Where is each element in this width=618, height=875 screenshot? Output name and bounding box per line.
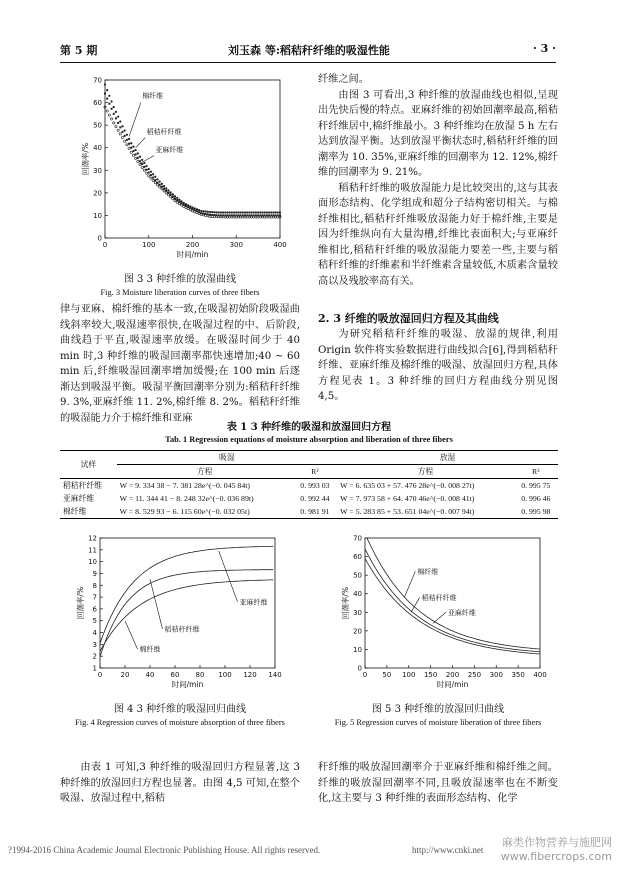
col-sample: 试样: [60, 451, 117, 479]
col-equation: 方程: [337, 465, 514, 479]
data-point: [257, 211, 259, 213]
table-row: [60, 492, 558, 505]
data-point: [130, 142, 132, 144]
row-name: 亚麻纤维: [63, 494, 95, 503]
data-point: [165, 192, 167, 194]
series-label: 棉纤维: [139, 645, 161, 654]
data-point: [108, 103, 110, 105]
data-point: [106, 98, 108, 100]
watermark-cn: 麻类作物营养与施肥网: [502, 836, 612, 849]
y-tick-label: 10: [88, 558, 97, 567]
data-point: [119, 126, 121, 128]
data-point: [115, 125, 117, 127]
data-point: [202, 210, 204, 212]
data-point: [152, 173, 154, 175]
x-tick-label: 150: [423, 671, 438, 679]
y-tick-label: 8: [92, 581, 97, 590]
data-point: [224, 211, 226, 213]
data-point: [145, 172, 147, 174]
issue-number: 第 5 期: [60, 44, 98, 57]
data-point: [126, 144, 128, 146]
series-label: 亚麻纤维: [239, 598, 268, 607]
data-point: [139, 164, 141, 166]
data-point: [163, 188, 165, 190]
data-point: [108, 114, 110, 116]
x-tick-label: 140: [268, 671, 282, 679]
data-point: [119, 133, 121, 135]
data-point: [159, 184, 161, 186]
data-point: [121, 125, 123, 127]
x-tick-label: 300: [229, 241, 243, 249]
lib-equation: W = 7. 973 58 + 64. 470 46e^(−0. 008 41t): [340, 494, 475, 503]
data-point: [266, 211, 268, 213]
figure-4-caption-cn: 图 4 3 种纤维的吸湿回归曲线: [113, 704, 247, 715]
data-point: [189, 209, 191, 211]
data-point: [244, 211, 246, 213]
data-point: [145, 165, 147, 167]
x-tick-label: 100: [218, 671, 232, 679]
data-point: [246, 211, 248, 213]
y-axis-label: 回潮率/%: [81, 142, 90, 176]
data-point: [117, 122, 119, 124]
data-point: [141, 163, 143, 165]
data-point: [137, 160, 139, 162]
data-point: [167, 189, 169, 191]
data-point: [157, 182, 159, 184]
y-tick-label: 0: [357, 664, 362, 673]
figure-3-caption-en: Fig. 3 Moisture liberation curves of three fibers: [100, 288, 260, 297]
data-point: [152, 177, 154, 179]
figure-4-caption-en: Fig. 4 Regression curves of moisture absorption of three fibers: [75, 718, 285, 727]
lib-r2: 0. 995 98: [514, 505, 558, 519]
figure-3-caption-cn: 图 3 3 种纤维的放湿曲线: [123, 274, 237, 285]
data-point: [163, 185, 165, 187]
y-axis-label: 回潮率/%: [76, 586, 85, 620]
data-point: [176, 197, 178, 199]
paragraph: 由图 3 可看出,3 种纤维的放湿曲线也相似,呈现出先快后慢的特点。亚麻纤维的初始回潮率最高,稻秸秆纤维居中,棉纤维最小。3 种纤维均在放湿 5 h 左右达到放湿平衡。达到放湿平衡状态时,稻秸秆纤维的回潮率为 10. 35%,亚麻纤维的回潮率为 12. 12%,棉纤维的回潮率为 9. 21%。: [318, 89, 558, 178]
data-point: [132, 154, 134, 156]
abs-r2: 0. 993 03: [300, 481, 330, 490]
data-point: [128, 143, 130, 145]
series-label: 棉纤维: [417, 567, 439, 576]
data-point: [104, 83, 106, 85]
label-leader: [150, 579, 163, 629]
data-point: [128, 138, 130, 140]
data-point: [270, 211, 272, 213]
data-point: [172, 193, 174, 195]
col-liberation: 放湿: [337, 451, 558, 465]
x-tick-label: 200: [185, 241, 200, 249]
data-point: [242, 211, 244, 213]
data-point: [268, 211, 270, 213]
right-column-text-2: [318, 327, 558, 405]
x-tick-label: 20: [120, 671, 130, 679]
col-absorption: 吸湿: [117, 451, 338, 465]
data-point: [150, 174, 152, 176]
y-tick-label: 50: [93, 121, 102, 130]
data-point: [174, 200, 176, 202]
data-point: [150, 177, 152, 179]
data-point: [106, 110, 108, 112]
data-point: [132, 150, 134, 152]
data-point: [170, 191, 172, 193]
x-tick-label: 40: [145, 671, 155, 679]
x-tick-label: 50: [382, 671, 392, 679]
data-point: [113, 113, 115, 115]
series-label: 稻秸秆纤维: [421, 593, 457, 602]
data-point: [209, 211, 211, 213]
data-point: [122, 131, 124, 133]
y-axis-label: 回潮率/%: [341, 586, 350, 620]
table-1-caption-en: Tab. 1 Regression equations of moisture absorption and liberation of three fibers: [165, 435, 453, 444]
data-point: [180, 204, 182, 206]
abs-equation: W = 9. 334 38 − 7. 381 28e^(−0. 045 84t): [119, 481, 250, 490]
paragraph: 由表 1 可知,3 种纤维的吸湿回归方程显著,这 3 种纤维的放湿回归方程也显著。由图 4,5 可知,在整个吸湿、放湿过程中,稻秸: [60, 762, 300, 804]
y-tick-label: 20: [93, 189, 102, 198]
figure-5-caption-en: Fig. 5 Regression curves of moisture liberation of three fibers: [334, 718, 542, 727]
data-point: [113, 122, 115, 124]
paragraph: 秆纤维的吸放湿回潮率介于亚麻纤维和棉纤维之间。纤维的吸放湿回潮率不同,且吸放湿速率也在不断变化,这主要与 3 种纤维的表面形态结构、化学: [318, 762, 558, 804]
data-point: [200, 210, 202, 212]
data-point: [178, 199, 180, 201]
data-point: [235, 211, 237, 213]
data-point: [104, 93, 106, 95]
data-point: [240, 211, 242, 213]
data-point: [152, 179, 154, 181]
data-point: [148, 175, 150, 177]
paragraph: 律与亚麻、棉纤维的基本一致,在吸湿初始阶段吸湿曲线斜率较大,吸湿速率很快,在吸湿过程的中、后阶段,曲线趋于平直,吸湿速率放缓。在吸湿时间少于 40 min 时,3 种纤维的吸湿回潮率都快速增加;40 ~ 60 min 后,纤维吸湿回潮率增加缓慢;在 100 min 后逐渐达到吸湿平衡。吸湿平衡回潮率分别为:稻秸秆纤维 9. 3%,亚麻纤维 11. 2%,棉纤维 8. 2%。稻秸秆纤维的吸湿能力介于棉纤维和亚麻: [60, 304, 300, 424]
plot-frame: [365, 538, 540, 668]
data-point: [159, 180, 161, 182]
data-point: [111, 108, 113, 110]
x-tick-label: 100: [402, 671, 416, 679]
data-point: [110, 100, 112, 102]
label-leader: [433, 612, 446, 623]
y-tick-label: 60: [93, 99, 102, 108]
data-point: [156, 178, 158, 180]
data-point: [121, 136, 123, 138]
x-tick-label: 100: [142, 241, 156, 249]
bottom-right-text: [318, 760, 558, 807]
data-point: [117, 129, 119, 131]
lib-equation: W = 5. 283 85 + 53. 651 04e^(−0. 007 94t): [337, 505, 514, 519]
data-point: [119, 120, 121, 122]
table-1-caption-cn: 表 1 3 种纤维的吸湿和放湿回归方程: [226, 422, 392, 433]
data-point: [124, 129, 126, 131]
data-point: [161, 188, 163, 190]
x-tick-label: 0: [362, 671, 368, 679]
y-tick-label: 40: [93, 144, 102, 153]
data-point: [143, 162, 145, 164]
row-name: 棉纤维: [60, 505, 117, 519]
data-point: [226, 211, 228, 213]
data-point: [148, 172, 150, 174]
y-tick-label: 10: [93, 211, 102, 220]
data-point: [187, 208, 189, 210]
x-tick-label: 200: [445, 671, 460, 679]
data-point: [170, 194, 172, 196]
data-point: [126, 139, 128, 141]
data-point: [141, 166, 143, 168]
data-point: [154, 179, 156, 181]
y-tick-label: 70: [353, 534, 362, 543]
figure-3-plot: [70, 72, 290, 272]
y-tick-label: 70: [93, 76, 102, 85]
data-point: [135, 149, 137, 151]
data-point: [215, 211, 217, 213]
y-tick-label: 10: [353, 645, 362, 654]
series-label: 亚麻纤维: [447, 608, 476, 617]
data-point: [154, 182, 156, 184]
data-point: [143, 166, 145, 168]
data-point: [156, 184, 158, 186]
data-point: [170, 196, 172, 198]
y-tick-label: 11: [88, 546, 97, 555]
data-point: [277, 211, 279, 213]
data-point: [255, 211, 257, 213]
paragraph: 为研究稻秸秆纤维的吸湿、放湿的规律,利用 Origin 软件将实验数据进行曲线拟合[6],得到稻秸秆纤维、亚麻纤维及棉纤维的吸湿、放湿回归方程,具体方程见表 1。3 种纤维的回归方程曲线分别见图 4,5。: [318, 329, 558, 402]
plot-frame: [105, 80, 280, 238]
table-row: [60, 479, 558, 493]
label-leader: [404, 571, 415, 597]
abs-r2: 0. 981 91: [293, 505, 337, 519]
data-point: [167, 194, 169, 196]
y-tick-label: 40: [353, 590, 362, 599]
y-tick-label: 30: [353, 608, 362, 617]
data-point: [159, 186, 161, 188]
y-tick-label: 5: [92, 617, 97, 626]
paragraph: 纤维之间。: [318, 74, 369, 85]
data-point: [161, 186, 163, 188]
lib-equation: W = 6. 635 03 + 57. 476 28e^(−0. 008 27t): [340, 481, 475, 490]
watermark: [501, 836, 612, 864]
watermark-url: www.fibercrops.com: [500, 850, 612, 863]
data-point: [174, 198, 176, 200]
data-point: [220, 211, 222, 213]
data-point: [279, 211, 281, 213]
y-tick-label: 60: [353, 553, 362, 562]
data-point: [124, 135, 126, 137]
col-r2: R²: [293, 465, 337, 479]
x-tick-label: 250: [467, 671, 482, 679]
y-tick-label: 7: [92, 593, 97, 602]
series-label: 棉纤维: [142, 92, 164, 101]
data-point: [167, 192, 169, 194]
data-point: [117, 116, 119, 118]
lib-r2: 0. 995 75: [521, 481, 551, 490]
bottom-left-text: [60, 760, 300, 807]
data-point: [272, 211, 274, 213]
series-label: 稻秸秆纤维: [164, 625, 200, 634]
col-equation: 方程: [117, 465, 293, 479]
data-point: [113, 106, 115, 108]
regression-table: [60, 450, 558, 519]
data-point: [205, 210, 207, 212]
data-point: [218, 211, 220, 213]
data-point: [146, 169, 148, 171]
y-tick-label: 12: [88, 534, 97, 543]
data-point: [176, 199, 178, 201]
abs-equation: W = 11. 344 41 − 8. 248 32e^(−0. 036 89t): [119, 494, 254, 503]
data-point: [106, 89, 108, 91]
figure-5-plot: [330, 530, 550, 700]
x-tick-label: 300: [489, 671, 503, 679]
data-point: [165, 187, 167, 189]
data-point: [229, 211, 231, 213]
x-axis-label: 时间/min: [176, 250, 209, 259]
data-point: [163, 190, 165, 192]
label-leader: [136, 138, 146, 148]
cnki-site: http://www.cnki.net: [412, 845, 484, 855]
x-tick-label: 400: [273, 241, 287, 249]
y-tick-label: 1: [92, 664, 97, 673]
data-point: [132, 145, 134, 147]
data-point: [191, 210, 193, 212]
data-point: [124, 140, 126, 142]
data-point: [126, 134, 128, 136]
y-tick-label: 4: [92, 629, 97, 638]
table-row: [60, 505, 558, 519]
x-tick-label: 80: [195, 671, 205, 679]
series-line: [365, 559, 540, 655]
data-point: [137, 152, 139, 154]
abs-equation: W = 8. 529 93 − 6. 115 60e^(−0. 032 05t): [117, 505, 293, 519]
data-point: [143, 169, 145, 171]
data-point: [154, 176, 156, 178]
series-line: [100, 570, 273, 657]
data-point: [141, 159, 143, 161]
data-point: [139, 156, 141, 158]
figure-5-caption-cn: 图 5 3 种纤维的放湿回归曲线: [371, 704, 505, 715]
x-axis-label: 时间/min: [436, 680, 469, 689]
data-point: [115, 111, 117, 113]
data-point: [250, 211, 252, 213]
x-tick-label: 400: [533, 671, 547, 679]
data-point: [231, 211, 233, 213]
x-axis-label: 时间/min: [171, 680, 204, 689]
y-tick-label: 6: [92, 605, 97, 614]
label-leader: [219, 551, 238, 602]
data-point: [248, 211, 250, 213]
data-point: [196, 208, 198, 210]
data-point: [198, 209, 200, 211]
data-point: [211, 211, 213, 213]
data-point: [275, 211, 277, 213]
y-tick-label: 50: [353, 571, 362, 580]
y-tick-label: 0: [97, 234, 102, 243]
data-point: [207, 211, 209, 213]
y-tick-label: 2: [92, 652, 97, 661]
figure-4-plot: [65, 530, 285, 700]
x-tick-label: 0: [102, 241, 108, 249]
label-leader: [129, 103, 141, 137]
data-point: [176, 201, 178, 203]
data-point: [130, 151, 132, 153]
data-point: [172, 198, 174, 200]
data-point: [185, 206, 187, 208]
label-leader: [125, 621, 138, 649]
y-tick-label: 9: [92, 569, 97, 578]
abs-r2: 0. 992 44: [300, 494, 330, 503]
data-point: [108, 95, 110, 97]
series-label: 亚麻纤维: [155, 146, 184, 155]
right-column-text: [318, 72, 558, 289]
data-point: [213, 211, 215, 213]
col-r2: R²: [514, 465, 558, 479]
y-tick-label: 3: [92, 640, 97, 649]
data-point: [115, 117, 117, 119]
data-point: [264, 211, 266, 213]
x-tick-label: 350: [511, 671, 525, 679]
header-rule: [60, 62, 556, 63]
section-heading: 2. 3 纤维的吸放湿回归方程及其曲线: [318, 312, 499, 325]
x-tick-label: 0: [97, 671, 103, 679]
data-point: [139, 160, 141, 162]
y-tick-label: 30: [93, 166, 102, 175]
data-point: [261, 211, 263, 213]
data-point: [150, 171, 152, 173]
row-name: 稻秸秆纤维: [63, 481, 102, 490]
running-title: 刘玉森 等:稻秸秆纤维的吸湿性能: [228, 44, 390, 57]
lib-r2: 0. 996 46: [521, 494, 551, 503]
data-point: [259, 211, 261, 213]
data-point: [253, 211, 255, 213]
data-point: [128, 147, 130, 149]
data-point: [148, 168, 150, 170]
data-point: [137, 157, 139, 159]
paragraph: 稻秸秆纤维的吸放湿能力是比较突出的,这与其表面形态结构、化学组成和超分子结构密切相关。与棉纤维相比,稻秸秆纤维吸放湿能力好于棉纤维,主要是因为纤维纵向有大量沟槽,纤维比表面积大;与亚麻纤维相比,稻秸秆纤维的吸放湿能力要差一些,主要与稻秸秆纤维的纤维素和半纤维素含量较低,木质素含量较高以及残胶率高有关。: [318, 182, 558, 287]
data-point: [135, 153, 137, 155]
y-tick-label: 20: [353, 627, 362, 636]
data-point: [183, 205, 185, 207]
data-point: [161, 183, 163, 185]
data-point: [237, 211, 239, 213]
data-point: [233, 211, 235, 213]
data-point: [165, 190, 167, 192]
data-point: [110, 118, 112, 120]
data-point: [222, 211, 224, 213]
x-tick-label: 60: [170, 671, 180, 679]
data-point: [135, 157, 137, 159]
data-point: [178, 202, 180, 204]
left-column-text: [60, 302, 300, 426]
data-point: [174, 195, 176, 197]
data-point: [130, 147, 132, 149]
series-label: 稻秸秆纤维: [146, 128, 182, 137]
page-number: · 3 ·: [533, 42, 556, 55]
copyright-footer: ?1994-2016 China Academic Journal Electronic Publishing House. All rights reserved.: [8, 845, 321, 855]
data-point: [172, 196, 174, 198]
x-tick-label: 120: [243, 671, 257, 679]
